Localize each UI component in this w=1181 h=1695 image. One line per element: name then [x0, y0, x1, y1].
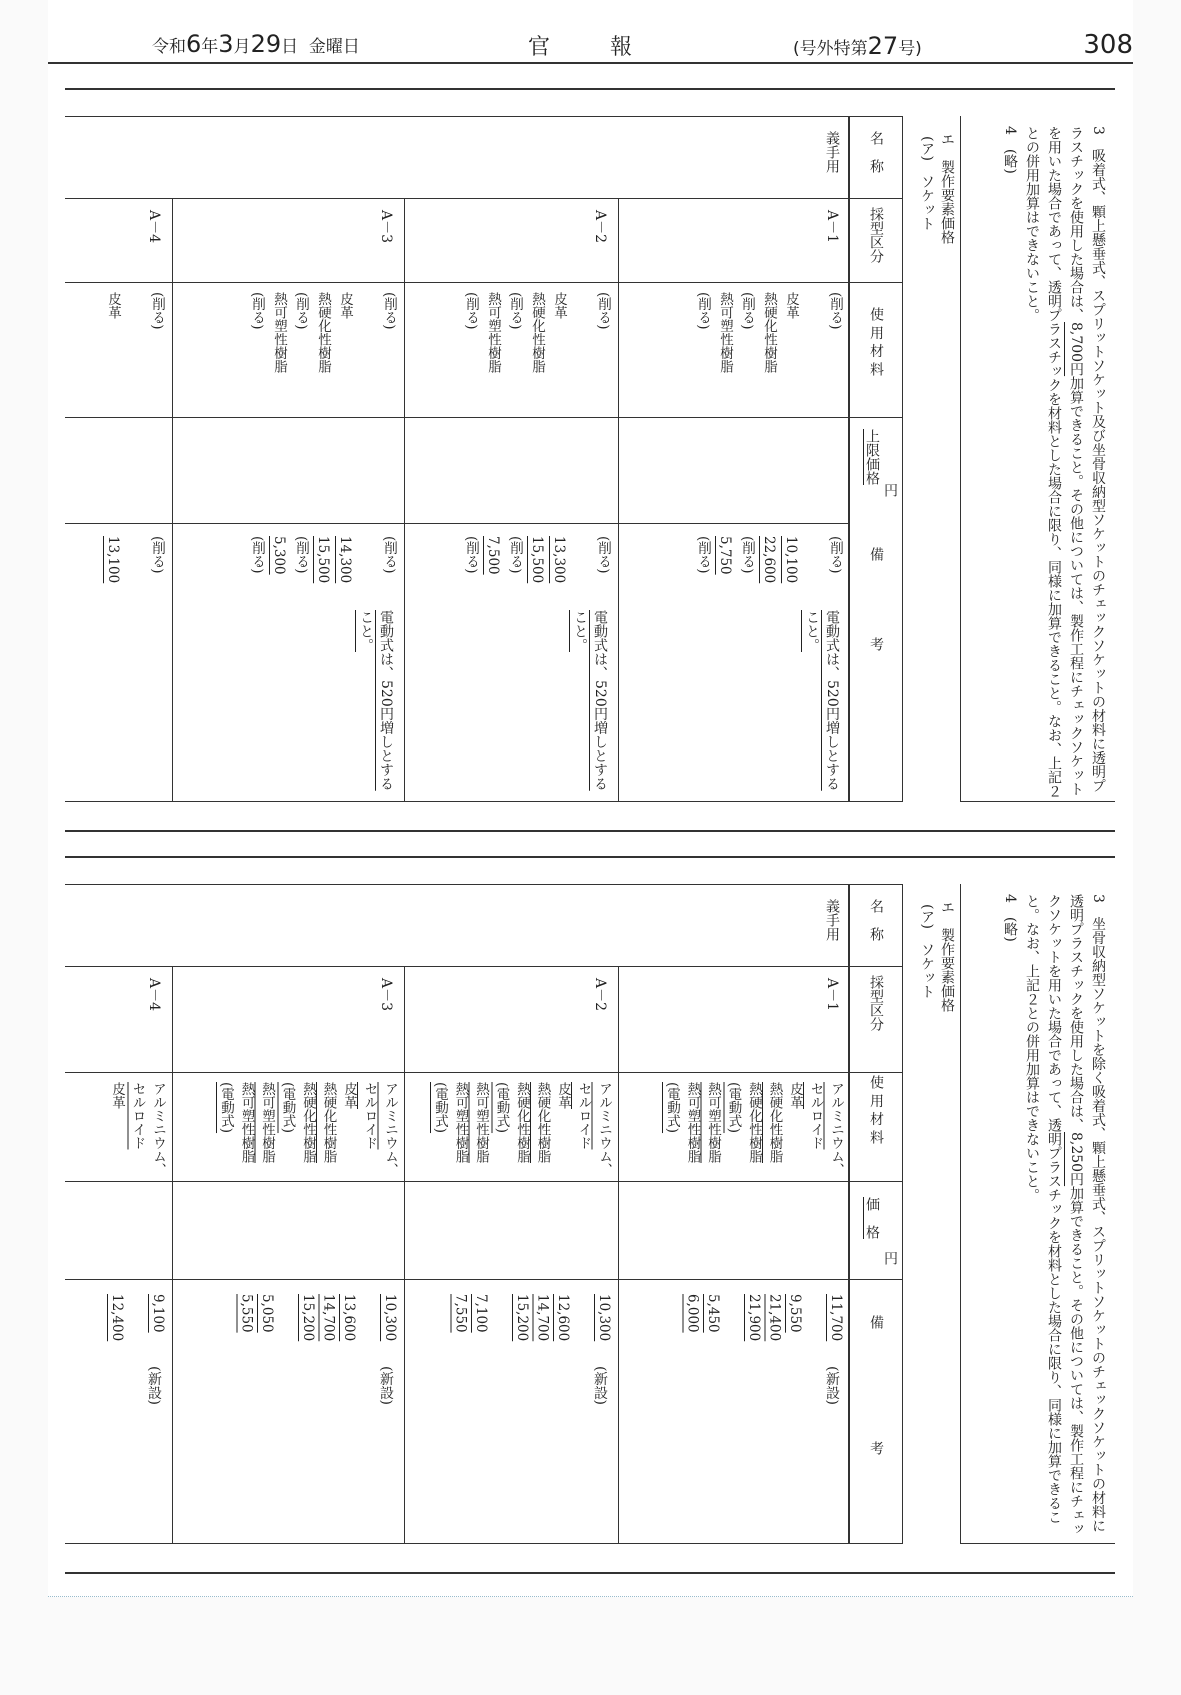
remarks-cell: 電動式は、520円増しとすること。 — [572, 610, 608, 791]
table-row: A－4 アルミニウム、 セルロイド 皮革 9,100 12,400 (新設) — [66, 966, 172, 1543]
subheading-label: (ア) ソケット — [919, 136, 935, 231]
subheading-label: (ア) ソケット — [919, 904, 935, 999]
table-row: A－2 アルミニウム、 セルロイド 皮革 熱硬化性樹脂 熱硬化性樹脂 (電動式) 熱可塑性樹脂 熱可塑性樹脂 (電動式) 10,300 12,600 14,700 15,200 7,100 7,550 (新設) — [404, 966, 618, 1543]
section-old — [65, 884, 1115, 1544]
header-price-unit: 円 — [882, 483, 898, 497]
section-heading — [911, 126, 957, 326]
header-category: 採型区分 — [868, 975, 884, 1031]
materials-cell: アルミニウム、 セルロイド 皮革 — [109, 1082, 166, 1177]
table-row: A－3 アルミニウム、 セルロイド 皮革 熱硬化性樹脂 熱硬化性樹脂 (電動式) 熱可塑性樹脂 熱可塑性樹脂 (電動式) 10,300 13,600 14,700 15,200 5,050 5,550 (新設) — [172, 966, 404, 1543]
heading-label: エ 製作要素価格 — [939, 132, 955, 244]
header-price: 価 格 — [864, 1197, 880, 1239]
table-row: A－2 (削る) 皮革 熱硬化性樹脂 (削る) 熱可塑性樹脂 (削る) (削る) 13,300 15,500 (削る) 7,500 (削る) 電動式は、520円増しとすること。 — [404, 198, 618, 801]
table-row: A－4 (削る) 皮革 (削る) 13,100 — [66, 198, 172, 801]
price-cell: (削る) 10,100 22,600 (削る) 5,750 (削る) — [695, 536, 843, 584]
note-box: 3 吸着式、顆上懸垂式、スプリットソケット及び坐骨収納型ソケットのチェックソケットの材料に透明プラスチックを使用した場合は、8,700円加算できること。その他については、製作工程にチェックソケットを用いた場合であって、透明プラスチックを材料とした場合に限り、同様に加算できること。なお、上記２との併用加算はできないこと。 4 (略) — [960, 116, 1115, 802]
price-cell: 9,100 12,400 — [109, 1294, 166, 1342]
materials-cell: (削る) 皮革 熱硬化性樹脂 (削る) 熱可塑性樹脂 (削る) — [695, 292, 843, 373]
remarks-cell: (新設) — [378, 1366, 394, 1405]
heading-label: エ 製作要素価格 — [939, 900, 955, 1012]
page-number: 308 — [1083, 30, 1133, 60]
section-top-rule — [65, 88, 1115, 90]
socket-table — [65, 884, 903, 1544]
price-cell: (削る) 14,300 15,500 (削る) 5,300 (削る) — [249, 536, 397, 584]
remarks-cell: (新設) — [824, 1366, 840, 1405]
issue-date: 令和6年3月29日 金曜日 — [152, 30, 360, 58]
materials-cell: アルミニウム、 セルロイド 皮革 熱硬化性樹脂 熱硬化性樹脂 (電動式) 熱可塑性樹脂 熱可塑性樹脂 (電動式) — [218, 1082, 398, 1177]
remarks-cell: 電動式は、520円増しとすること。 — [358, 610, 394, 791]
header-name: 名 称 — [868, 899, 884, 941]
price-cell: (削る) 13,300 15,500 (削る) 7,500 (削る) — [463, 536, 611, 584]
header-price: 上限価格 — [864, 429, 880, 485]
section-new — [65, 116, 1115, 802]
price-cell: (削る) 13,100 — [105, 536, 165, 584]
table-row: A－3 (削る) 皮革 熱硬化性樹脂 (削る) 熱可塑性樹脂 (削る) (削る) 14,300 15,500 (削る) 5,300 (削る) 電動式は、520円増しとすること。 — [172, 198, 404, 801]
price-cell: 11,700 9,550 21,400 21,900 5,450 6,000 — [684, 1294, 844, 1342]
table-header-column — [848, 117, 902, 801]
page-bottom-edge — [48, 1596, 1133, 1597]
header-remarks: 備 考 — [868, 547, 884, 655]
header-materials: 使 用 材 料 — [868, 1075, 884, 1145]
header-rule — [48, 62, 1133, 64]
remarks-cell: (新設) — [146, 1366, 162, 1405]
header-materials: 使 用 材 料 — [868, 307, 884, 377]
table-row: A－1 (削る) 皮革 熱硬化性樹脂 (削る) 熱可塑性樹脂 (削る) (削る) 10,100 22,600 (削る) 5,750 (削る) 電動式は、520円増しとすること。 — [618, 198, 850, 801]
materials-cell: アルミニウム、 セルロイド 皮革 熱硬化性樹脂 熱硬化性樹脂 (電動式) 熱可塑性樹脂 熱可塑性樹脂 (電動式) — [664, 1082, 844, 1177]
page-header — [48, 30, 1133, 62]
name-value: 義手用 — [824, 131, 840, 173]
materials-cell: (削る) 皮革 熱硬化性樹脂 (削る) 熱可塑性樹脂 (削る) — [249, 292, 397, 373]
remarks-cell: 電動式は、520円増しとすること。 — [804, 610, 840, 791]
header-price-unit: 円 — [882, 1251, 898, 1265]
section-top-rule — [65, 856, 1115, 858]
section-bottom-rule — [65, 1572, 1115, 1574]
header-remarks: 備 考 — [868, 1315, 884, 1459]
name-value: 義手用 — [824, 899, 840, 941]
gazette-title: 官報 — [528, 35, 693, 60]
materials-cell: アルミニウム、 セルロイド 皮革 熱硬化性樹脂 熱硬化性樹脂 (電動式) 熱可塑性樹脂 熱可塑性樹脂 (電動式) — [432, 1082, 612, 1177]
note-box: 3 坐骨収納型ソケットを除く吸着式、顆上懸垂式、スプリットソケットのチェックソケットの材料に透明プラスチックを使用した場合は、8,250円加算できること。その他については、製作工程にチェックソケットを用いた場合であって、透明プラスチックを材料とした場合に限り、同様に加算できること。なお、上記２との併用加算はできないこと。 4 (略) — [960, 884, 1115, 1544]
price-cell: 10,300 13,600 14,700 15,200 5,050 5,550 — [238, 1294, 398, 1342]
section-heading — [911, 894, 957, 1094]
materials-cell: (削る) 皮革 熱硬化性樹脂 (削る) 熱可塑性樹脂 (削る) — [463, 292, 611, 373]
table-row: A－1 アルミニウム、 セルロイド 皮革 熱硬化性樹脂 熱硬化性樹脂 (電動式) 熱可塑性樹脂 熱可塑性樹脂 (電動式) 11,700 9,550 21,400 21,900 5,450 6,000 (新設) — [618, 966, 850, 1543]
section-divider-rule — [65, 830, 1115, 832]
header-category: 採型区分 — [868, 207, 884, 263]
socket-table — [65, 116, 903, 802]
price-cell: 10,300 12,600 14,700 15,200 7,100 7,550 — [452, 1294, 612, 1342]
materials-cell: (削る) 皮革 — [105, 292, 165, 330]
issue-number: (号外特第27号) — [793, 32, 922, 60]
table-header-column — [848, 885, 902, 1543]
header-name: 名 称 — [868, 131, 884, 173]
remarks-cell: (新設) — [592, 1366, 608, 1405]
